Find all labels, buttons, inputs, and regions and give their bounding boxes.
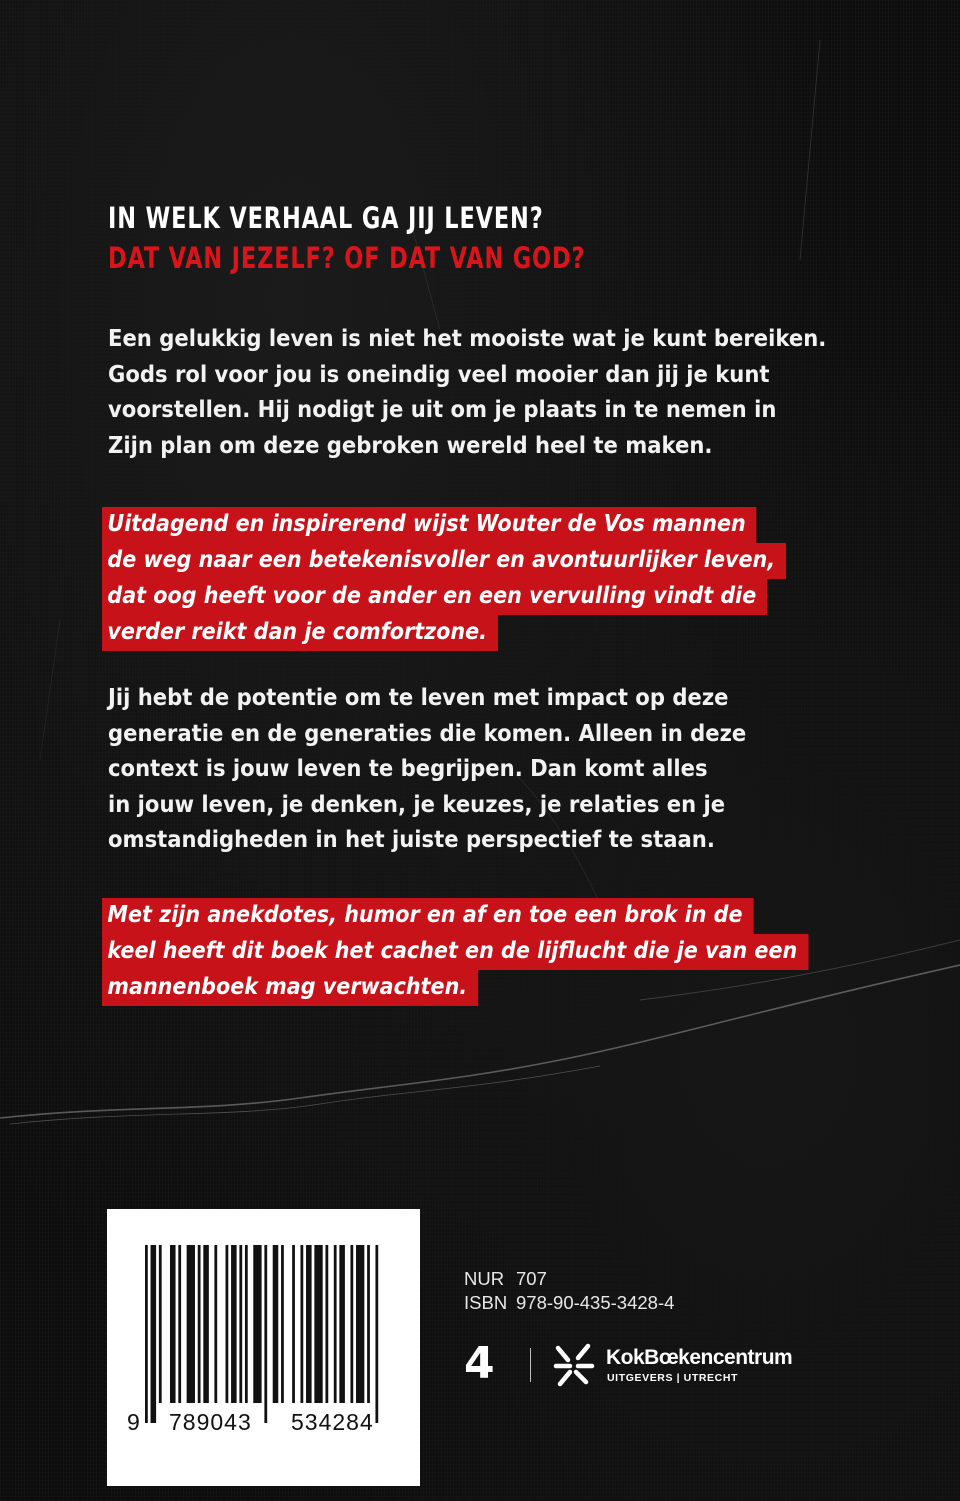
barcode-bar [170, 1245, 176, 1403]
barcode-bar [145, 1245, 148, 1423]
barcode-bar [239, 1245, 242, 1403]
barcode-bar [339, 1245, 345, 1403]
isbn-value: 978-90-435-3428-4 [516, 1292, 675, 1313]
publisher-name: KokBœkencentrum [606, 1346, 793, 1369]
imprint-number: 4 [464, 1338, 495, 1389]
text-line: in jouw leven, je denken, je keuzes, je relaties en je [108, 789, 726, 818]
text-line: generatie en de generaties die komen. Alleen in deze [108, 718, 747, 747]
headline-line-2: DAT VAN JEZELF? OF DAT VAN GOD? [108, 241, 586, 275]
barcode-bar [367, 1245, 370, 1403]
highlight-line: mannenboek mag verwachten. [102, 970, 478, 1006]
barcode-bar [231, 1245, 237, 1403]
highlight-line: Uitdagend en inspirerend wijst Wouter de Vos mannen [102, 507, 757, 543]
barcode-bar [334, 1245, 337, 1403]
isbn-label: ISBN [464, 1292, 508, 1313]
publisher-logo [464, 1340, 824, 1392]
barcode-bar [264, 1245, 267, 1423]
kok-star-icon [552, 1342, 596, 1388]
text-line: Jij hebt de potentie om te leven met impact op deze [108, 683, 729, 711]
barcode-bar [356, 1245, 364, 1403]
text-line: Gods rol voor jou is oneindig veel mooier dan jij je kunt [108, 359, 770, 388]
barcode-first-digit: 9 [127, 1409, 141, 1435]
barcode-bar [187, 1245, 195, 1403]
text-line: voorstellen. Hij nodigt je uit om je plaats in te nemen in [108, 395, 777, 423]
barcode-bar [253, 1245, 261, 1403]
body-paragraph [108, 680, 756, 858]
isbn-code [464, 1292, 674, 1314]
publisher-tagline: UITGEVERS | UTRECHT [607, 1372, 739, 1384]
barcode-bar [226, 1245, 229, 1403]
logo-divider [530, 1348, 531, 1382]
barcode-bar [292, 1245, 295, 1403]
barcode-bar [314, 1245, 322, 1403]
barcode-bar [375, 1245, 378, 1423]
highlight-line: keel heeft dit boek het cachet en de lijflucht die je van een [102, 934, 808, 970]
barcode-bar [178, 1245, 181, 1403]
barcode-bar [198, 1245, 201, 1403]
barcode-label [107, 1209, 420, 1486]
barcode-icon [145, 1245, 381, 1423]
text-line: omstandigheden in het juiste perspectief te staan. [108, 825, 715, 853]
nur-code [464, 1268, 547, 1290]
headline-line-1: IN WELK VERHAAL GA JIJ LEVEN? [108, 201, 544, 235]
highlight-quote-1 [102, 507, 786, 651]
barcode-group-2: 534284 [291, 1409, 374, 1435]
highlight-line: de weg naar een betekenisvoller en avontuurlijker leven, [102, 543, 786, 579]
barcode-bar [151, 1245, 157, 1423]
text-line: Zijn plan om deze gebroken wereld heel te maken. [108, 430, 713, 459]
barcode-bar [245, 1245, 248, 1403]
highlight-quote-2 [102, 898, 808, 1006]
highlight-line: dat oog heeft voor de ander en een vervulling vindt die [102, 579, 767, 615]
intro-paragraph [108, 321, 827, 463]
barcode-bar [203, 1245, 209, 1403]
barcode-bar [325, 1245, 328, 1403]
barcode-bar [273, 1245, 279, 1403]
text-line: context is jouw leven te begrijpen. Dan komt alles [108, 754, 708, 782]
nur-value: 707 [516, 1268, 547, 1289]
highlight-line: Met zijn anekdotes, humor en af en toe een brok in de [102, 898, 753, 934]
text-line: Een gelukkig leven is niet het mooiste wat je kunt bereiken. [108, 324, 827, 352]
barcode-bar [159, 1245, 162, 1403]
nur-label: NUR [464, 1268, 505, 1289]
highlight-line: verder reikt dan je comfortzone. [102, 615, 498, 651]
barcode-bar [306, 1245, 312, 1403]
barcode-bar [300, 1245, 303, 1403]
barcode-group-1: 789043 [169, 1409, 252, 1435]
barcode-bar [214, 1245, 217, 1403]
barcode-bar [281, 1245, 284, 1403]
barcode-bar [350, 1245, 353, 1403]
